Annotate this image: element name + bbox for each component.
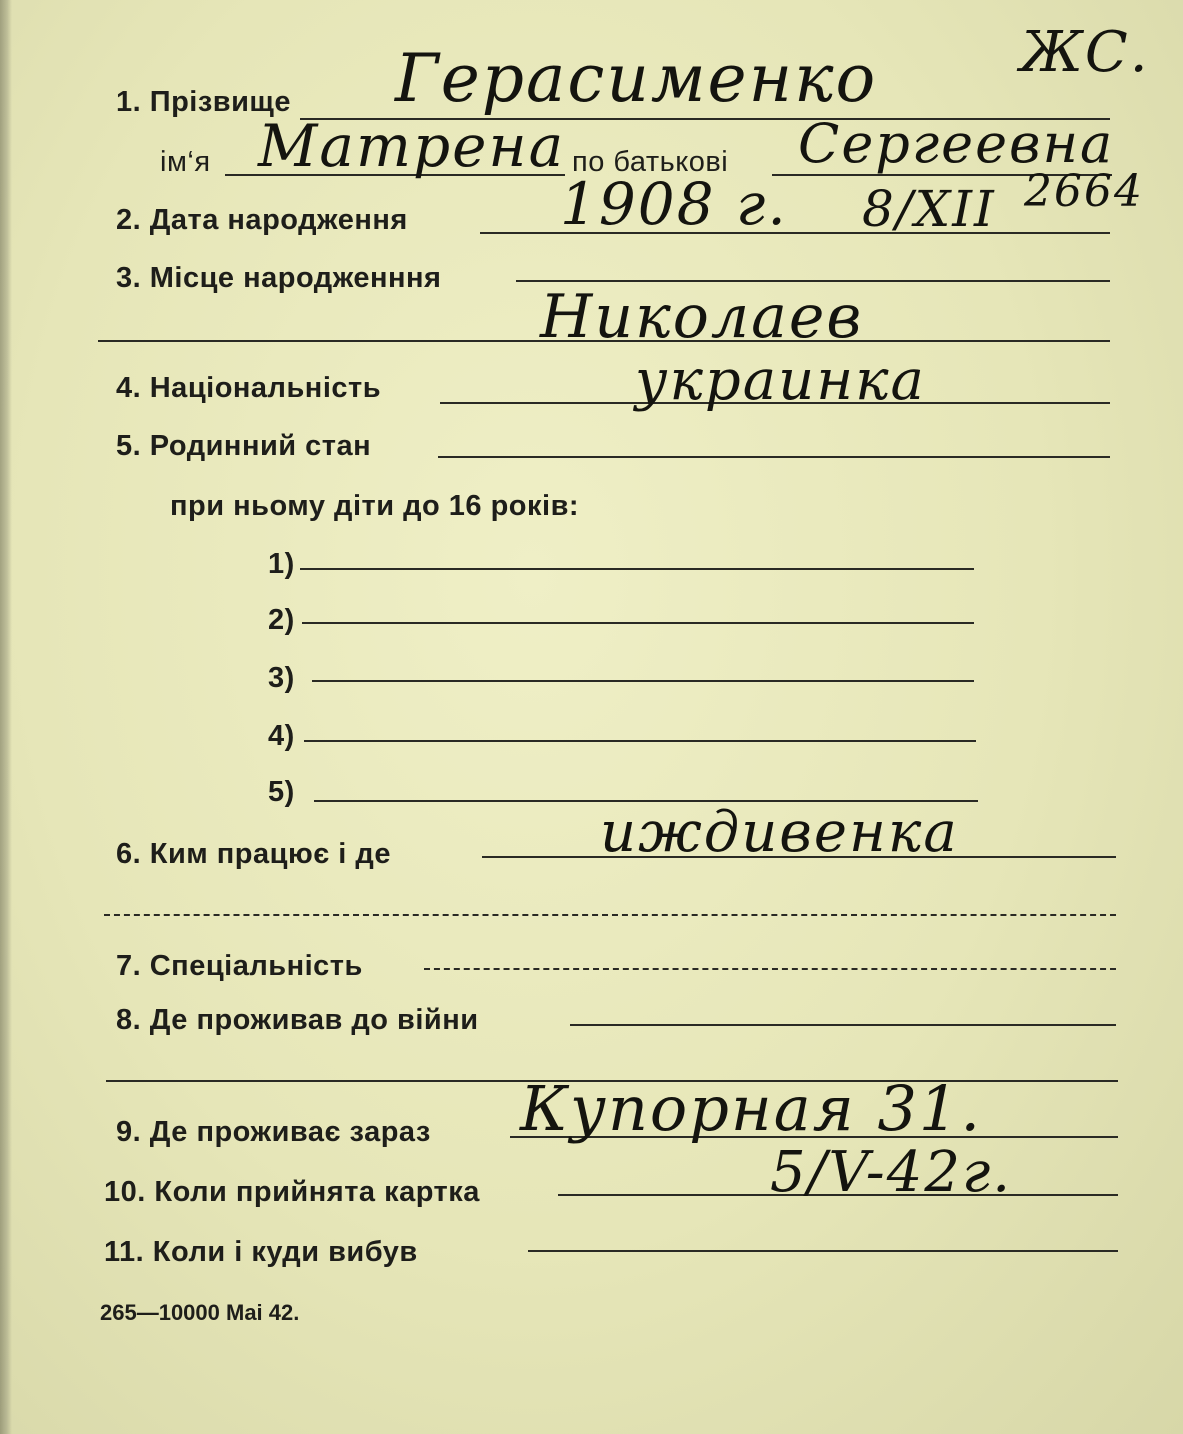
child-4-line: [304, 740, 976, 742]
field-card-date-label: 10. Коли прийнята картка: [104, 1176, 480, 1208]
field-name-label: ім‘я: [160, 146, 211, 178]
field-work-label: 6. Ким працює і де: [116, 838, 391, 870]
child-2-line: [302, 622, 974, 624]
field-departure-label: 11. Коли і куди вибув: [104, 1236, 418, 1268]
initials-handwriting: ЖС.: [1020, 20, 1150, 85]
child-3-line: [312, 680, 974, 682]
birth-day-handwriting: 8/XII: [862, 180, 996, 238]
child-1-line: [300, 568, 974, 570]
birthplace-handwriting: Николаев: [540, 282, 864, 352]
prewar-address-line: [570, 1024, 1116, 1026]
field-prewar-address-label: 8. Де проживав до війни: [116, 1004, 479, 1036]
field-birthplace-label: 3. Місце народженння: [116, 262, 442, 294]
departure-line: [528, 1250, 1118, 1252]
paper-edge-shadow: [0, 0, 12, 1434]
name-handwriting: Матрена: [258, 112, 566, 180]
field-nationality-label: 4. Національність: [116, 372, 382, 404]
specialty-line: [424, 968, 1116, 970]
field-surname-label: 1. Прізвище: [116, 86, 292, 118]
work-handwriting: иждивенка: [600, 800, 959, 865]
child-2-label: 2): [268, 604, 295, 636]
card-date-handwriting: 5/V-42г.: [770, 1140, 1013, 1205]
field-current-address-label: 9. Де проживає зараз: [116, 1116, 431, 1148]
children-label: при ньому діти до 16 років:: [170, 490, 580, 522]
field-marital-label: 5. Родинний стан: [116, 430, 372, 462]
marital-line: [438, 456, 1110, 458]
record-number-handwriting: 2664: [1024, 166, 1144, 217]
print-run-footer: 265—10000 Mai 42.: [100, 1300, 300, 1325]
field-patronymic-label: по батькові: [572, 146, 729, 178]
patronymic-handwriting: Сергеевна: [798, 112, 1115, 175]
child-4-label: 4): [268, 720, 295, 752]
nationality-handwriting: украинка: [635, 348, 926, 413]
field-birthdate-label: 2. Дата народження: [116, 204, 408, 236]
field-specialty-label: 7. Спеціальність: [116, 950, 363, 982]
work-line-2: [104, 914, 1116, 916]
current-address-handwriting: Купорная 31.: [520, 1072, 983, 1145]
child-5-label: 5): [268, 776, 295, 808]
child-1-label: 1): [268, 548, 295, 580]
birth-year-handwriting: 1908 г.: [560, 170, 788, 238]
surname-handwriting: Герасименко: [395, 40, 878, 117]
child-3-label: 3): [268, 662, 295, 694]
